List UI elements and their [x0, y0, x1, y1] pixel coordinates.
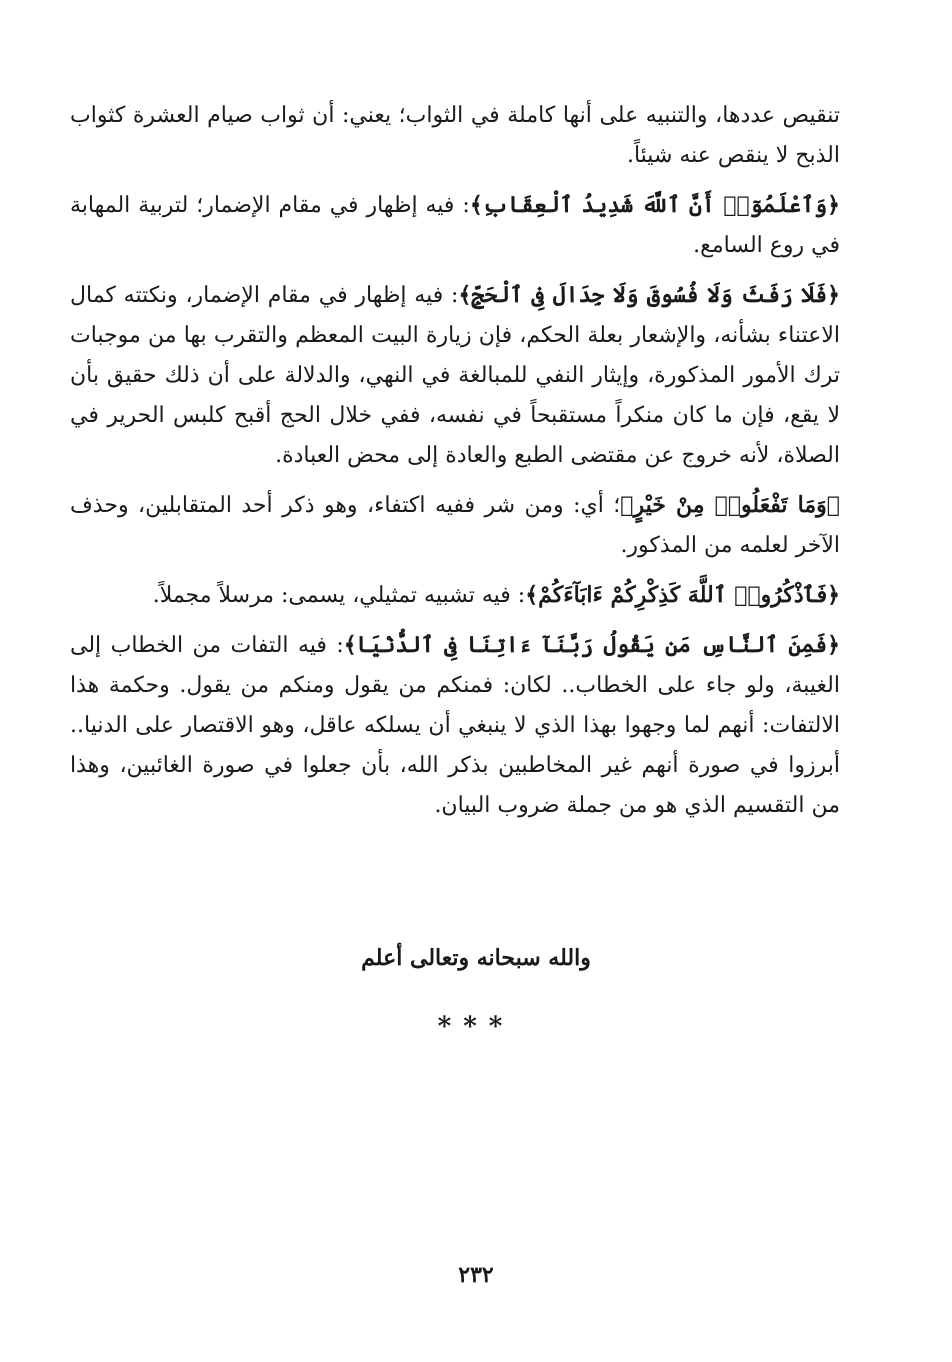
paragraph-text: ؛ أي: ومن شر ففيه اكتفاء، وهو ذكر أحد المتقابلين، وحذف الآخر لعلمه من المذكور.: [70, 493, 840, 558]
section-separator: ***: [437, 1012, 515, 1042]
quran-verse: ﴿فَمِنَ ٱلنَّاسِ مَن يَقُولُ رَبَّنَآ ءَاتِنَا فِى ٱلدُّنْيَا﴾: [343, 632, 840, 658]
closing-line: والله سبحانه وتعالى أعلم: [361, 945, 591, 971]
paragraph-2: [70, 185, 840, 266]
paragraph-text: : فيه إظهار في مقام الإضمار، ونكتته كمال الاعتناء بشأنه، والإشعار بعلة الحكم، فإن زيارة البيت المعظم والتقرب بها من موجبات ترك الأمور المذكورة، وإيثار النفي للمبالغة في النهي، والدلالة على أن ذلك حقيق بأن لا يقع، فإن ما كان منكراً مستقبحاً في نفسه، ففي خلال الحج أقبح كلبس الحرير في الصلاة، لأنه خروج عن مقتضى الطبع والعادة إلى محض العبادة.: [70, 283, 840, 468]
paragraph-text: : فيه تشبيه تمثيلي، يسمى: مرسلاً مجملاً.: [152, 583, 526, 608]
quran-verse: ﴿فَلَا رَفَثَ وَلَا فُسُوقَ وَلَا جِدَالَ فِى ٱلْحَجِّ﴾: [458, 282, 840, 308]
paragraph-6: [70, 625, 840, 826]
paragraph-4: [70, 485, 840, 566]
page-body: [70, 95, 840, 835]
quran-verse: ﴿وَٱعْلَمُوٓا۟ أَنَّ ٱللَّهَ شَدِيدُ ٱلْعِقَابِ﴾: [469, 192, 840, 218]
paragraph-text: : فيه التفات من الخطاب إلى الغيبة، ولو جاء على الخطاب.. لكان: فمنكم من يقول ومنكم من يقول. وحكمة هذا الالتفات: أنهم لما وجهوا بهذا الذي لا ينبغي أن يسلكه عاقل، وهو الاقتصار على الدنيا.. أبرزوا في صورة أنهم غير المخاطبين بذكر الله، بأن جعلوا في صورة الغائبين، وهذا من التقسيم الذي هو من جملة ضروب البيان.: [70, 633, 840, 818]
paragraph-3: [70, 275, 840, 476]
paragraph-text: : فيه إظهار في مقام الإضمار؛ لتربية المهابة في روع السامع.: [70, 193, 840, 258]
paragraph-1: [70, 95, 840, 176]
paragraph-5: [70, 575, 840, 616]
paragraph-text: تنقيص عددها، والتنبيه على أنها كاملة في الثواب؛ يعني: أن ثواب صيام العشرة كثواب الذبح لا ينقص عنه شيئاً.: [70, 103, 841, 168]
page-number: ٢٣٢: [458, 1262, 494, 1288]
quran-verse: ﴿فَٱذْكُرُوا۟ ٱللَّهَ كَذِكْرِكُمْ ءَابَآءَكُمْ﴾: [525, 582, 840, 608]
quran-verse: ﴿وَمَا تَفْعَلُوا۟ مِنْ خَيْرٍ﴾: [620, 492, 840, 518]
